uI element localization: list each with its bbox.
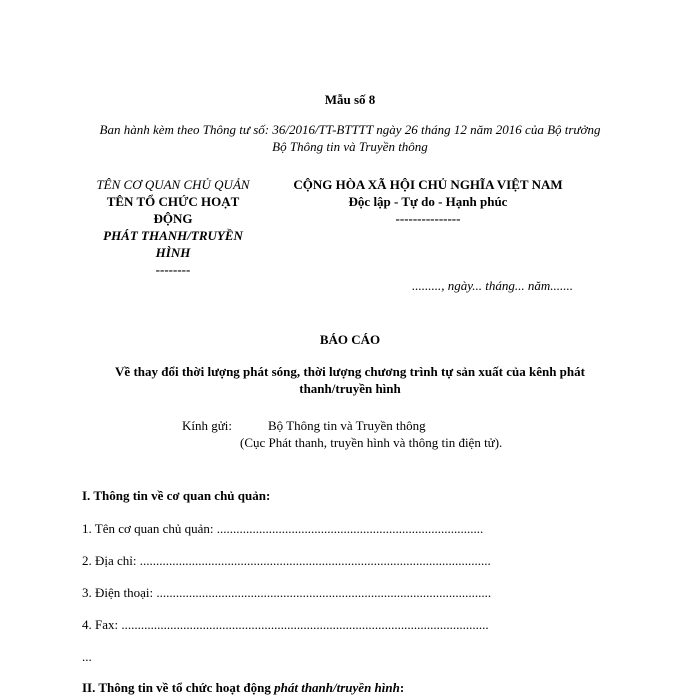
report-title: BÁO CÁO (319, 332, 381, 347)
org-name-line1: TÊN TỔ CHỨC HOẠT (106, 194, 240, 209)
section2-heading-suffix: : (399, 680, 405, 695)
section2-heading-prefix: II. Thông tin về tổ chức hoạt động (82, 680, 275, 695)
section1-item: 3. Điện thoại: ....................................................................................................... (82, 585, 492, 600)
issuance-note-line2: Bộ Thông tin và Truyền thông (272, 139, 428, 154)
section1-item: 4. Fax: ................................................................................................................. (82, 617, 489, 632)
agency-name: TÊN CƠ QUAN CHỦ QUẢN (96, 177, 250, 192)
nation-block (268, 176, 588, 227)
issuance-note-line1: Ban hành kèm theo Thông tư số: 36/2016/TT-BTTTT ngày 26 tháng 12 năm 2016 của Bộ trưởng (99, 122, 601, 137)
agency-block (78, 176, 268, 278)
national-motto: Độc lập - Tự do - Hạnh phúc (348, 194, 508, 209)
recipient-line1: Bộ Thông tin và Truyền thông (268, 418, 426, 433)
recipient-line2: (Cục Phát thanh, truyền hình và thông tin điện tử). (240, 435, 503, 450)
report-subject-line1: Về thay đổi thời lượng phát sóng, thời lượng chương trình tự sản xuất của kênh phát (115, 364, 585, 379)
section1-item: ... (82, 649, 92, 664)
recipient-label: Kính gửi: (182, 418, 233, 433)
org-name-line4: HÌNH (155, 245, 191, 260)
section1-item: 1. Tên cơ quan chủ quản: .................................................................................. (82, 521, 484, 536)
date-line: ........., ngày... tháng... năm....... (412, 278, 574, 293)
form-number: Mẫu số 8 (324, 92, 376, 107)
org-name-line3: PHÁT THANH/TRUYỀN (103, 228, 243, 243)
right-divider: --------------- (395, 211, 461, 226)
section1-item: 2. Địa chỉ: ............................................................................................................ (82, 553, 491, 568)
section2-heading-italic: phát thanh/truyền hình (274, 680, 400, 695)
section2-heading (82, 680, 404, 696)
section1-heading: I. Thông tin về cơ quan chủ quản: (82, 488, 271, 503)
report-subject-line2: thanh/truyền hình (299, 381, 401, 396)
left-divider: -------- (155, 262, 191, 277)
org-name-line2: ĐỘNG (153, 211, 193, 226)
nation-name: CỘNG HÒA XÃ HỘI CHỦ NGHĨA VIỆT NAM (293, 177, 563, 192)
